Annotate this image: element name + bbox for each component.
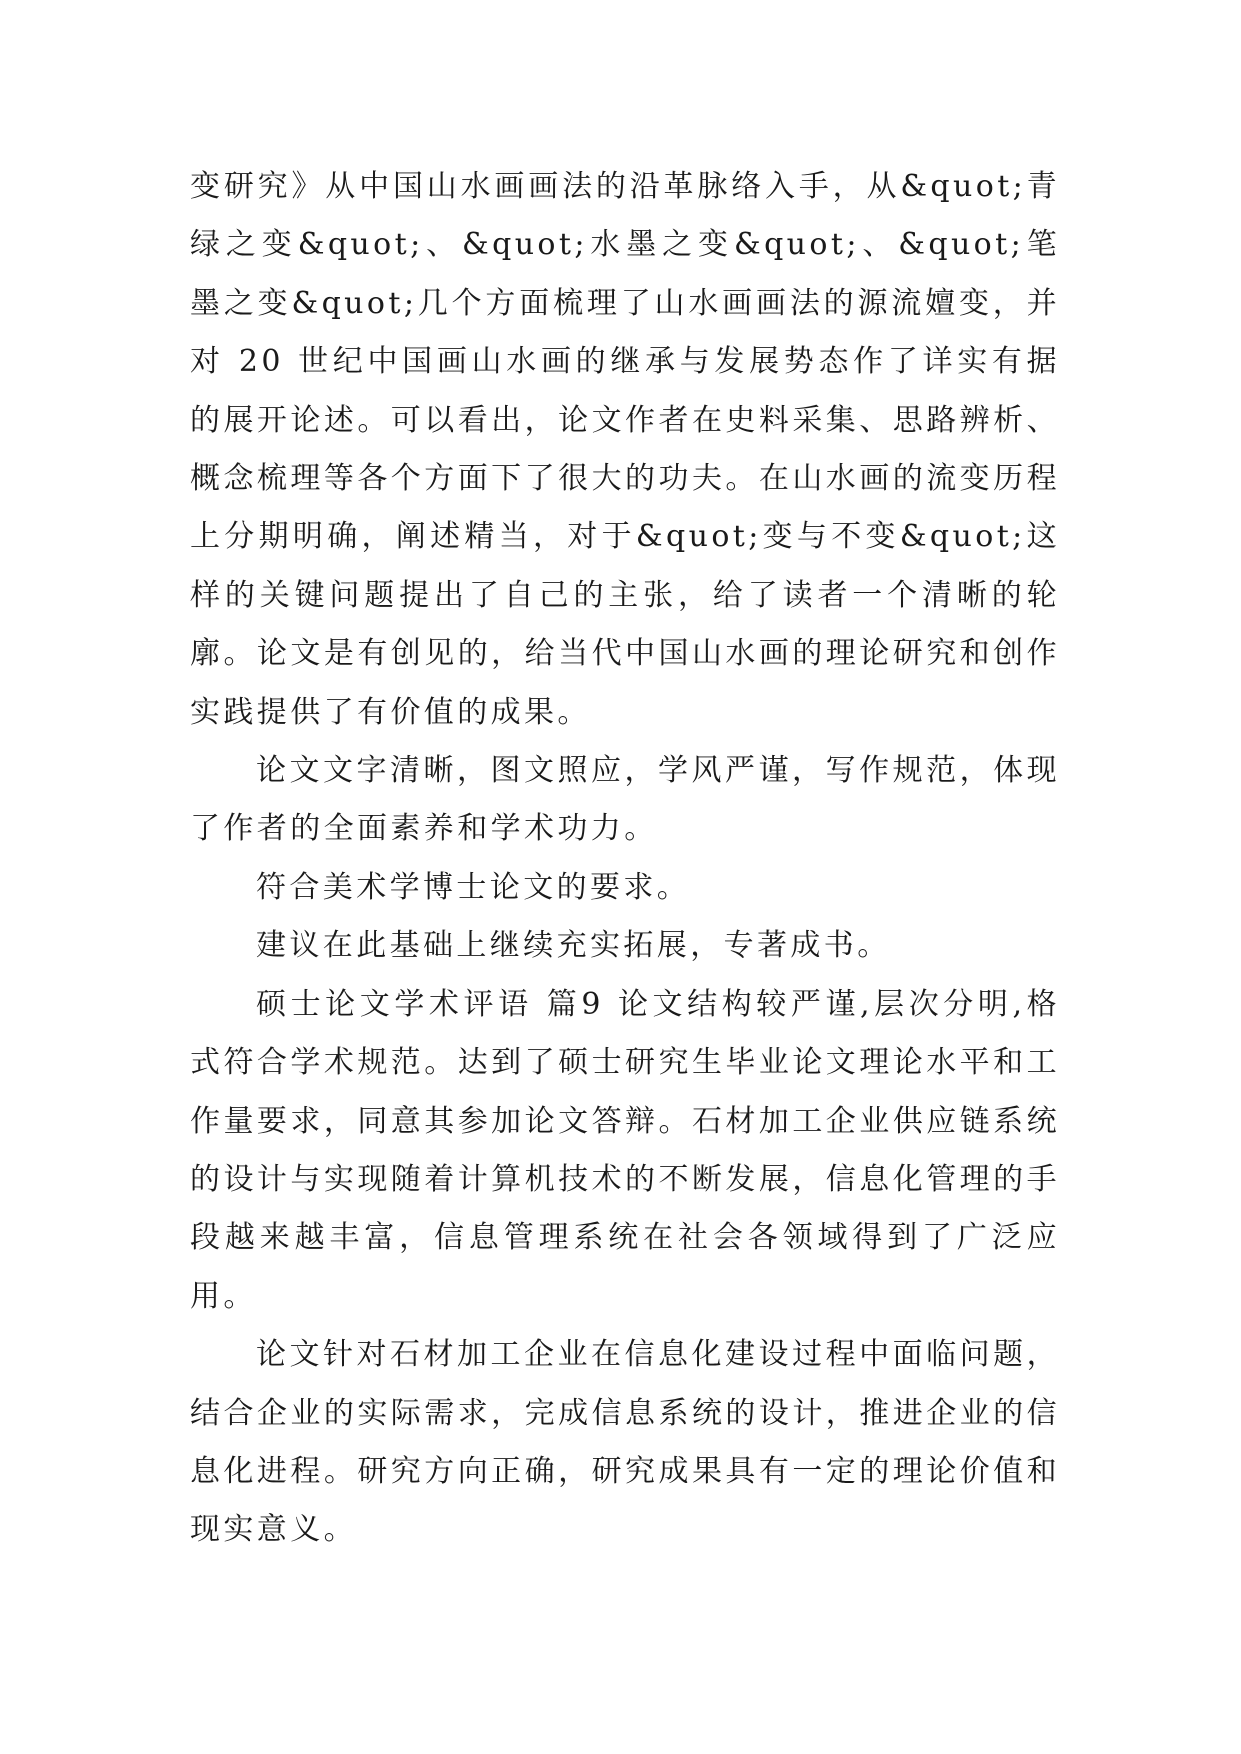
paragraph-landscape-painting-review: 变研究》从中国山水画画法的沿革脉络入手，从&quot;青绿之变&quot;、&quot;水墨之变&quot;、&quot;笔墨之变&quot;几个方面梳理了山水画画法的源流嬗变，并对 20 世纪中国画山水画的继承与发展势态作了详实有据的展开论述。可以看出，论文作者在史料采集、思路辨析、概念梳理等各个方面下了很大的功夫。在山水画的流变历程上分期明确，阐述精当，对于&quot;变与不变&quot;这样的关键问题提出了自己的主张，给了读者一个清晰的轮廓。论文是有创见的，给当代中国山水画的理论研究和创作实践提供了有价值的成果。 [190,169,1060,730]
paragraph-writing-quality: 论文文字清晰，图文照应，学风严谨，写作规范，体现了作者的全面素养和学术功力。 [190,753,1060,847]
document-body [190,158,1060,1560]
paragraph-stone-enterprise-review: 论文针对石材加工企业在信息化建设过程中面临问题，结合企业的实际需求，完成信息系统的设计，推进企业的信息化进程。研究方向正确，研究成果具有一定的理论价值和现实意义。 [190,1337,1060,1548]
paragraph-suggestion: 建议在此基础上继续充实拓展，专著成书。 [256,928,891,964]
paragraph-requirement-met: 符合美术学博士论文的要求。 [256,869,691,905]
paragraph-section-9-review: 硕士论文学术评语 篇9 论文结构较严谨,层次分明,格式符合学术规范。达到了硕士研究生毕业论文理论水平和工作量要求，同意其参加论文答辩。石材加工企业供应链系统的设计与实现随着计算机技术的不断发展，信息化管理的手段越来越丰富，信息管理系统在社会各领域得到了广泛应用。 [190,986,1060,1314]
